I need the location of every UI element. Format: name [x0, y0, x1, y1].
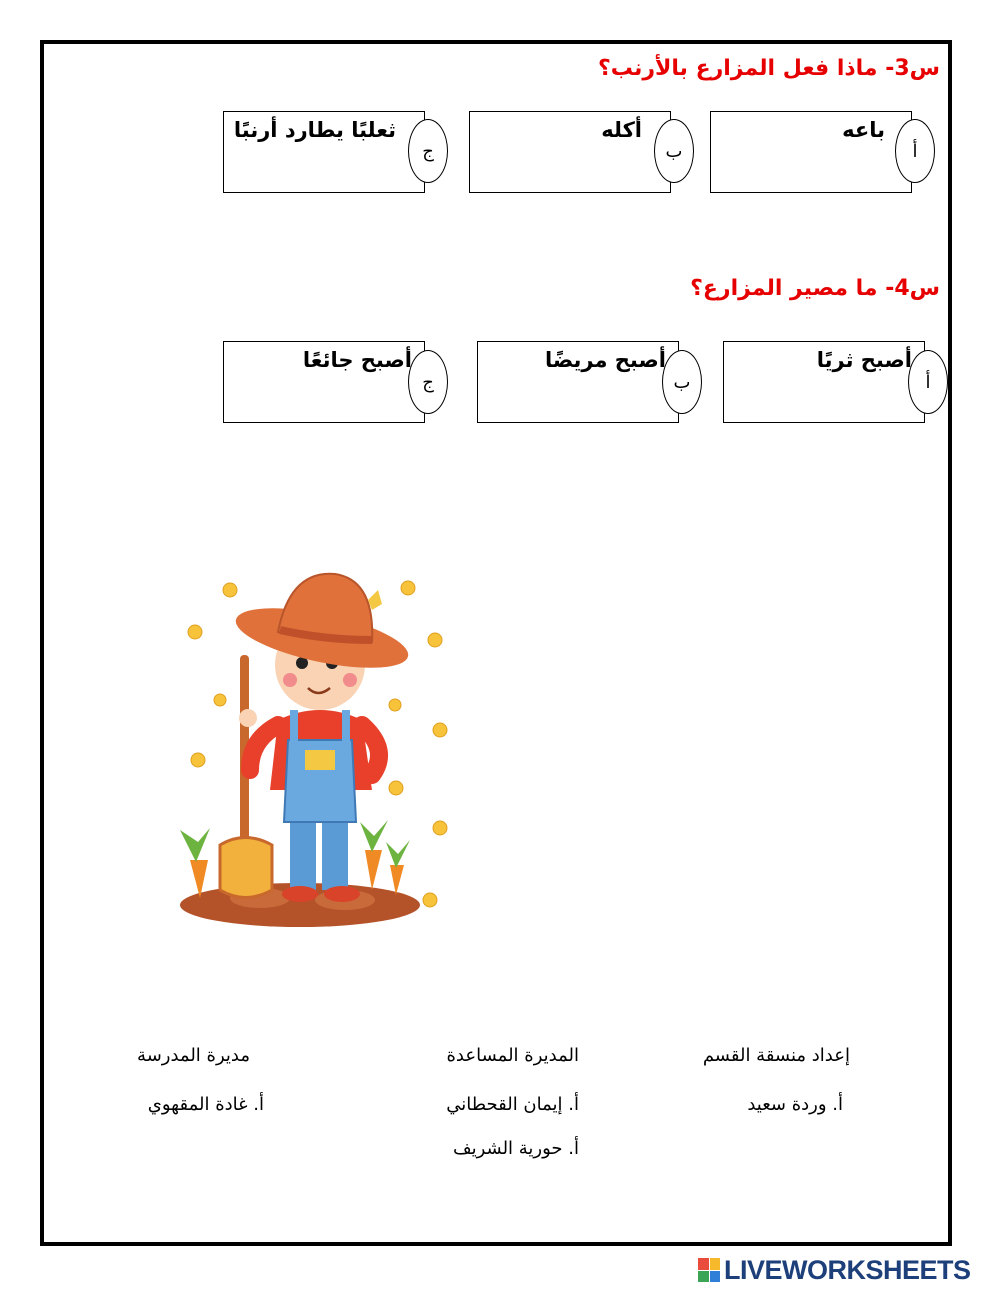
principal-title: مديرة المدرسة: [137, 1045, 250, 1066]
shovel-blade: [220, 838, 272, 898]
question-3-title: س3- ماذا فعل المزارع بالأرنب؟: [598, 56, 940, 81]
q4-option-c-text: أصبح جائعًا: [302, 348, 412, 372]
question-4-title: س4- ما مصير المزارع؟: [690, 276, 940, 301]
farmer-illustration: [150, 560, 460, 940]
assistant-name-2: أ. حورية الشريف: [452, 1138, 579, 1159]
coordinator-name: أ. وردة سعيد: [747, 1094, 843, 1115]
q4-option-b[interactable]: [477, 341, 679, 423]
logo-squares-icon: [698, 1258, 720, 1282]
q3-option-b-text: أكله: [601, 118, 642, 142]
q3-option-c[interactable]: [223, 111, 425, 193]
liveworksheets-logo[interactable]: [698, 1253, 971, 1287]
q3-option-b[interactable]: [469, 111, 671, 193]
q3-option-a[interactable]: [710, 111, 912, 193]
q3-option-c-letter: ج: [408, 119, 448, 183]
q4-option-c[interactable]: [223, 341, 425, 423]
q3-option-a-text: باعه: [842, 118, 885, 142]
q4-option-a-text: أصبح ثريًا: [816, 348, 912, 372]
coordinator-title: إعداد منسقة القسم: [702, 1045, 850, 1066]
assistant-title: المديرة المساعدة: [446, 1045, 579, 1066]
assistant-name-1: أ. إيمان القحطاني: [446, 1094, 579, 1115]
q3-option-c-text: ثعلبًا يطارد أرنبًا: [233, 118, 396, 142]
q4-option-a-letter: أ: [908, 350, 948, 414]
principal-name: أ. غادة المقهوي: [147, 1094, 264, 1115]
q4-option-a[interactable]: [723, 341, 925, 423]
logo-text: LIVEWORKSHEETS: [724, 1254, 971, 1285]
q4-option-b-text: أصبح مريضًا: [544, 348, 666, 372]
q4-option-c-letter: ج: [408, 350, 448, 414]
q4-option-b-letter: ب: [662, 350, 702, 414]
q3-option-a-letter: أ: [895, 119, 935, 183]
q3-option-b-letter: ب: [654, 119, 694, 183]
